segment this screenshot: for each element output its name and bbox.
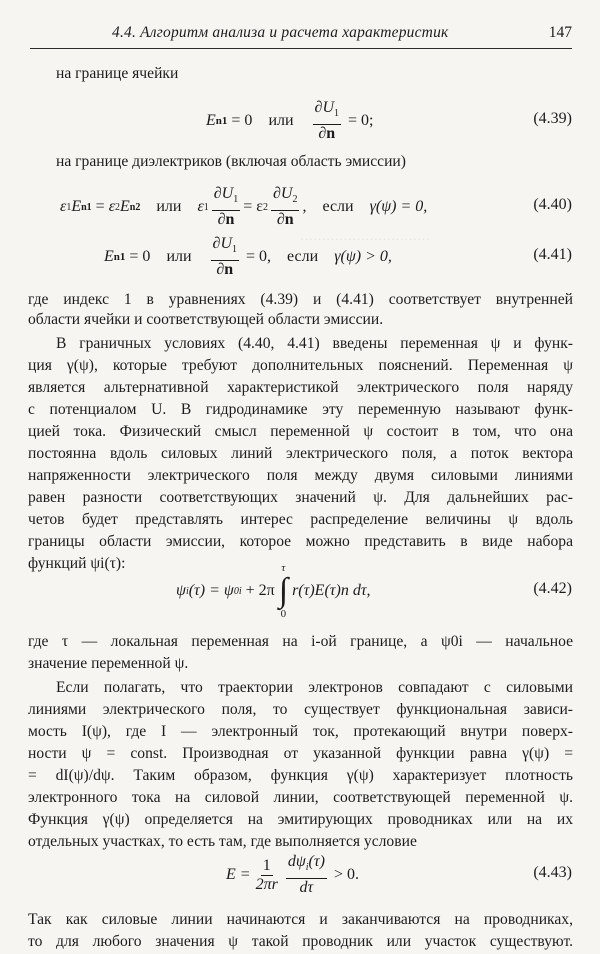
eq-fraction — [313, 99, 341, 142]
eq-word: если — [287, 248, 319, 265]
text-line: является альтернативной характеристикой электрического поля наряду — [28, 379, 573, 396]
eq-text: (τ) = ψ — [188, 582, 234, 599]
eq-text: = 0; — [348, 112, 374, 129]
equation-4-42 — [0, 556, 600, 626]
text-line: равен разности соответствующих значений ψ. Для дальнейших рас- — [28, 489, 573, 506]
equation-label: (4.42) — [533, 580, 572, 597]
text-line: линиями электрического поля, то существует функциональная зависи- — [28, 701, 573, 718]
text-line: на границе ячейки — [56, 65, 179, 82]
eq-fraction — [254, 857, 280, 894]
eq-text: = ε — [243, 198, 263, 215]
eq-subscript: i — [185, 585, 189, 597]
equation-label: (4.40) — [533, 196, 572, 213]
integral-icon: ∫ — [278, 572, 289, 609]
text-line: на границе диэлектриков (включая область эмиссии) — [56, 153, 406, 170]
eq-symbol: E — [206, 112, 216, 129]
bleed-through-decoration: ………………………… — [300, 228, 430, 243]
eq-numerator: dψ — [287, 853, 306, 871]
eq-subscript: 1 — [66, 201, 72, 213]
integral-sign — [279, 562, 288, 620]
text-line: мость I(ψ), где I — электронный ток, протекающий внутри поверх- — [28, 723, 573, 740]
eq-word: или — [166, 248, 192, 265]
text-line: В граничных условиях (4.40, 4.41) введены переменная ψ и функ- — [56, 335, 573, 352]
eq-symbol: ε — [108, 198, 115, 215]
eq-text: = 0 — [129, 248, 151, 265]
eq-word: если — [322, 198, 354, 215]
eq-subscript: n1 — [215, 115, 228, 127]
eq-numerator: ∂U — [212, 235, 233, 253]
eq-symbol: ψ — [176, 582, 186, 599]
text-line: то для любого значения ψ такой проводник или участок существуют. — [28, 933, 573, 950]
eq-fraction — [212, 185, 240, 228]
text-line: ности ψ = const. Производная от указанной функции равна γ(ψ) = — [28, 745, 573, 762]
eq-subscript: 1 — [334, 108, 340, 120]
eq-text: (τ) — [308, 853, 325, 871]
eq-word: или — [156, 198, 182, 215]
eq-numerator: ∂U — [272, 185, 293, 203]
eq-subscript: i — [305, 862, 309, 874]
text-line: значение переменной ψ. — [28, 655, 189, 672]
text-line: цией тока. Физический смысл переменной ψ состоит в том, что она — [28, 423, 573, 440]
section-title: 4.4. Алгоритм анализа и расчета характеристик — [112, 24, 449, 41]
eq-numerator: ∂U — [314, 99, 335, 117]
text-line: напряженности электрического поля между двумя силовыми линиями — [28, 467, 573, 484]
eq-text: = 0 — [231, 112, 253, 129]
eq-denominator: ∂n — [217, 210, 235, 228]
eq-denominator: ∂n — [276, 210, 294, 228]
eq-subscript: 1 — [203, 201, 209, 213]
eq-subscript: 1 — [233, 194, 239, 206]
eq-text: = — [95, 198, 105, 215]
eq-fraction — [286, 853, 327, 896]
equation-label: (4.41) — [533, 246, 572, 263]
eq-symbol: E — [71, 198, 82, 215]
integral-upper-limit: τ — [281, 562, 286, 574]
eq-fraction — [211, 235, 239, 278]
equation-4-43 — [0, 846, 600, 904]
text-line: где индекс 1 в уравнениях (4.39) и (4.41) соответствует внутренней — [28, 291, 573, 308]
running-header — [30, 24, 572, 49]
eq-symbol: E — [120, 198, 130, 215]
eq-condition: γ(ψ) = 0, — [369, 198, 428, 215]
eq-subscript: n1 — [113, 251, 126, 263]
page-number: 147 — [548, 24, 572, 41]
eq-symbol: E — [104, 248, 114, 265]
eq-subscript: 2 — [115, 201, 120, 213]
eq-text: + 2π — [245, 582, 275, 599]
text-line: Так как силовые линии начинаются и заканчиваются на проводниках, — [28, 911, 573, 928]
text-line: электронного тока на силовой линии, соответствующей переменной ψ. — [28, 789, 573, 806]
eq-subscript: 1 — [232, 244, 238, 256]
eq-condition: γ(ψ) > 0, — [334, 248, 392, 265]
text-line: ция γ(ψ), которые требуют дополнительных пояснений. Переменная ψ — [28, 357, 573, 374]
eq-numerator: 1 — [262, 856, 271, 874]
equation-4-41 — [0, 232, 600, 282]
equation-label: (4.43) — [533, 864, 572, 881]
eq-subscript: n1 — [81, 201, 92, 213]
text-line: где τ — локальная переменная на i-ой границе, а ψ0i — начальное — [28, 633, 573, 650]
eq-word: или — [268, 112, 294, 129]
eq-integrand: r(τ)E(τ)n dτ, — [292, 582, 371, 599]
eq-symbol: ε — [60, 198, 67, 215]
text-line: Если полагать, что траектории электронов совпадают с силовыми — [56, 679, 573, 696]
text-line: постоянна вдоль силовых линий электрического поля, а поток вектора — [28, 445, 573, 462]
eq-denominator: dτ — [299, 878, 314, 896]
eq-denominator: ∂n — [216, 260, 234, 278]
text-line: границы области эмиссии, которое можно представить в виде набора — [28, 533, 573, 550]
eq-fraction — [271, 185, 299, 228]
text-line: области ячейки и соответствующей области эмиссии. — [28, 311, 384, 328]
text-line: отдельных участках, то есть там, где выполняется условие — [28, 833, 417, 850]
equation-4-40: ε 1 E n1 = ε 2 E n2 или ε 1 $\frac{\partial U_1}{\partial n}$ = ε 2 $\frac{\partial U_2}{\partial n}$ , если γ(ψ) = 0, (4.40) — [60, 185, 572, 228]
text-line: = dI(ψ)/dψ. Таким образом, функция γ(ψ) характеризует плотность — [28, 767, 573, 784]
eq-subscript: n2 — [129, 201, 141, 213]
eq-symbol: ε — [197, 198, 204, 215]
eq-text: = 0, — [246, 248, 272, 265]
eq-numerator: ∂U — [213, 185, 234, 203]
eq-subscript: 0i — [233, 585, 242, 597]
text-line: функций ψi(τ): — [28, 555, 126, 572]
text-line: с потенциалом U. В гидродинамике эту переменную называют функ- — [28, 401, 573, 418]
equation-4-39 — [0, 96, 600, 146]
text-line: Функция γ(ψ) определяется на эмитирующих проводниках или на их — [28, 811, 573, 828]
text-line: четов будет представлять интерес распределение величины ψ вдоль — [28, 511, 573, 528]
eq-subscript: 2 — [262, 201, 268, 213]
integral-lower-limit: 0 — [280, 608, 287, 620]
equation-label: (4.39) — [533, 110, 572, 127]
eq-subscript: 2 — [292, 194, 298, 206]
eq-text: E = — [226, 866, 251, 883]
eq-denominator: ∂n — [318, 124, 336, 142]
eq-denominator: 2πr — [255, 875, 278, 893]
eq-text: > 0. — [333, 866, 359, 883]
